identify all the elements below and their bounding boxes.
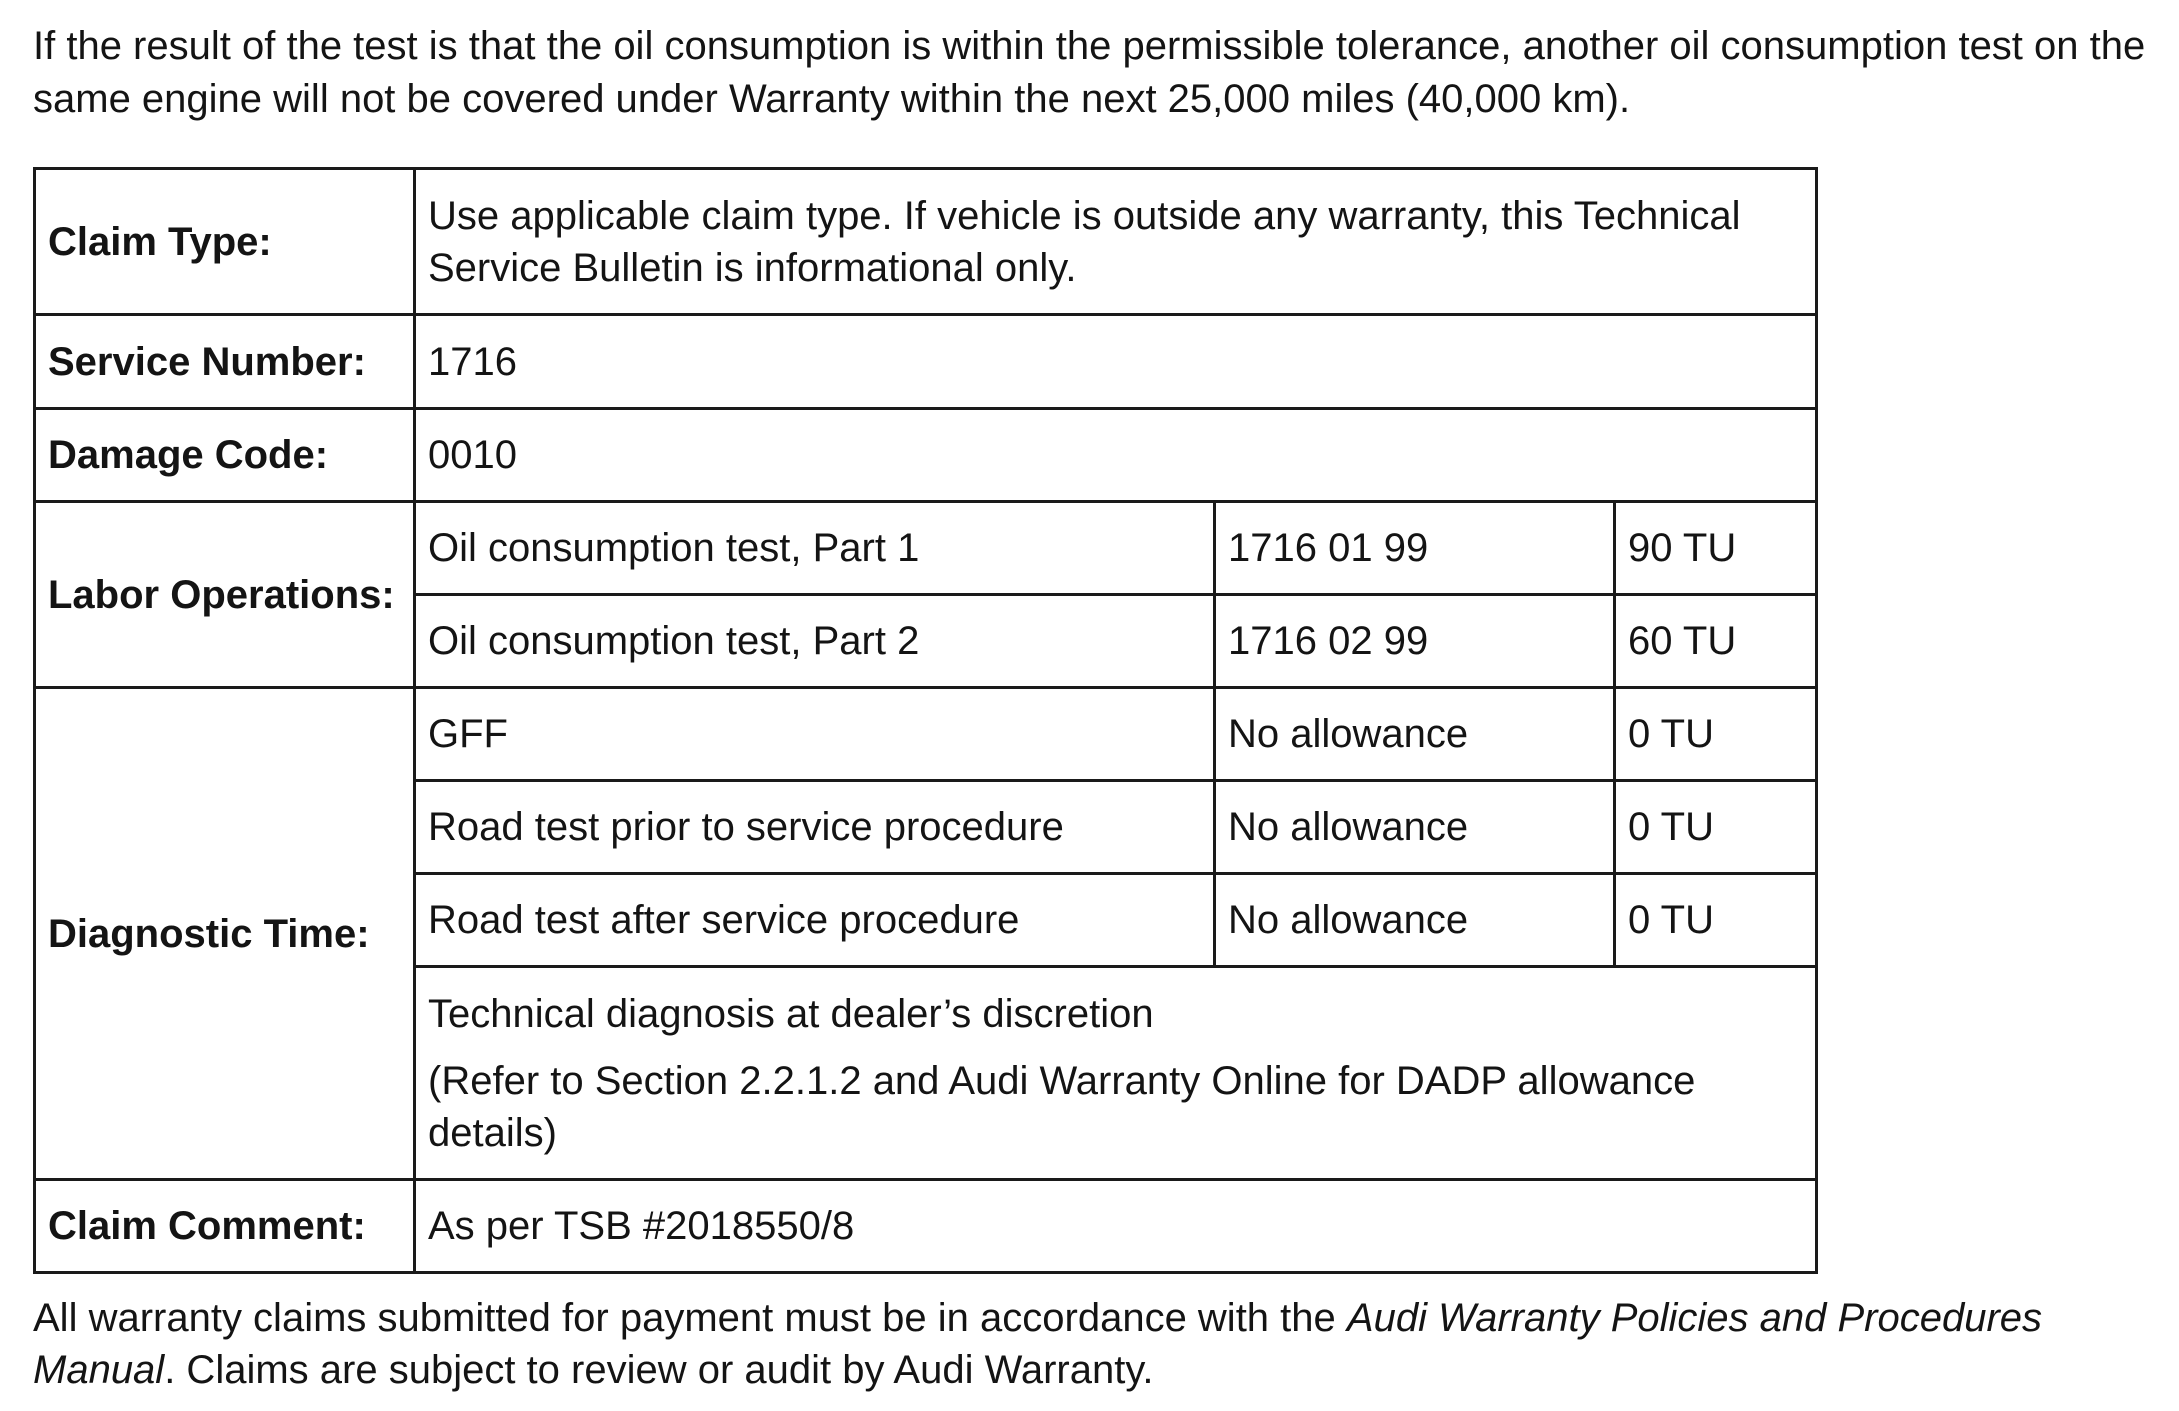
diagnostic-allowance: No allowance [1215,688,1615,781]
warranty-policy-paragraph [33,1292,2163,1396]
claim-comment-value: As per TSB #2018550/8 [415,1180,1817,1273]
manual-title: Audi Warranty Policies and Procedures Manual [33,1296,2043,1392]
claim-type-row [35,169,1817,315]
diagnostic-allowance: No allowance [1215,781,1615,874]
diagnostic-time-value: 0 TU [1615,781,1817,874]
labor-operation-description: Oil consumption test, Part 2 [415,595,1215,688]
claim-comment-label: Claim Comment: [35,1180,415,1273]
diagnostic-note-line: Technical diagnosis at dealer’s discretion [428,991,1154,1036]
damage-code-row [35,409,1817,502]
diagnostic-time-row [35,688,1817,781]
claim-type-label: Claim Type: [35,169,415,315]
labor-operation-code: 1716 01 99 [1215,502,1615,595]
diagnostic-time-value: 0 TU [1615,874,1817,967]
diagnostic-time-value: 0 TU [1615,688,1817,781]
service-number-label: Service Number: [35,315,415,409]
intro-paragraph: If the result of the test is that the oil consumption is within the permissible tolerance, another oil consumption test on the same engine will not be covered under Warranty within the next 25,000 miles (40,000 km). [33,24,2146,121]
labor-operation-time: 90 TU [1615,502,1817,595]
labor-operation-row [35,502,1817,595]
diagnostic-allowance: No allowance [1215,874,1615,967]
service-number-row [35,315,1817,409]
diagnostic-note [415,967,1817,1180]
policy-text-prefix: All warranty claims submitted for payment must be in accordance with the [33,1296,1347,1340]
service-number-value: 1716 [415,315,1817,409]
diagnostic-time-label: Diagnostic Time: [35,688,415,1180]
diagnostic-note-reference: (Refer to Section 2.2.1.2 and Audi Warranty Online for DADP allowance details) [428,1058,1696,1155]
damage-code-label: Damage Code: [35,409,415,502]
claim-comment-row [35,1180,1817,1273]
diagnostic-description: Road test after service procedure [415,874,1215,967]
labor-operation-code: 1716 02 99 [1215,595,1615,688]
diagnostic-description: GFF [415,688,1215,781]
policy-text-suffix: . Claims are subject to review or audit by Audi Warranty. [164,1348,1154,1392]
claim-info-table [33,167,1818,1274]
claim-type-value: Use applicable claim type. If vehicle is outside any warranty, this Technical Service Bulletin is informational only. [415,169,1817,315]
labor-operation-time: 60 TU [1615,595,1817,688]
diagnostic-description: Road test prior to service procedure [415,781,1215,874]
labor-operations-label: Labor Operations: [35,502,415,688]
labor-operation-description: Oil consumption test, Part 1 [415,502,1215,595]
damage-code-value: 0010 [415,409,1817,502]
